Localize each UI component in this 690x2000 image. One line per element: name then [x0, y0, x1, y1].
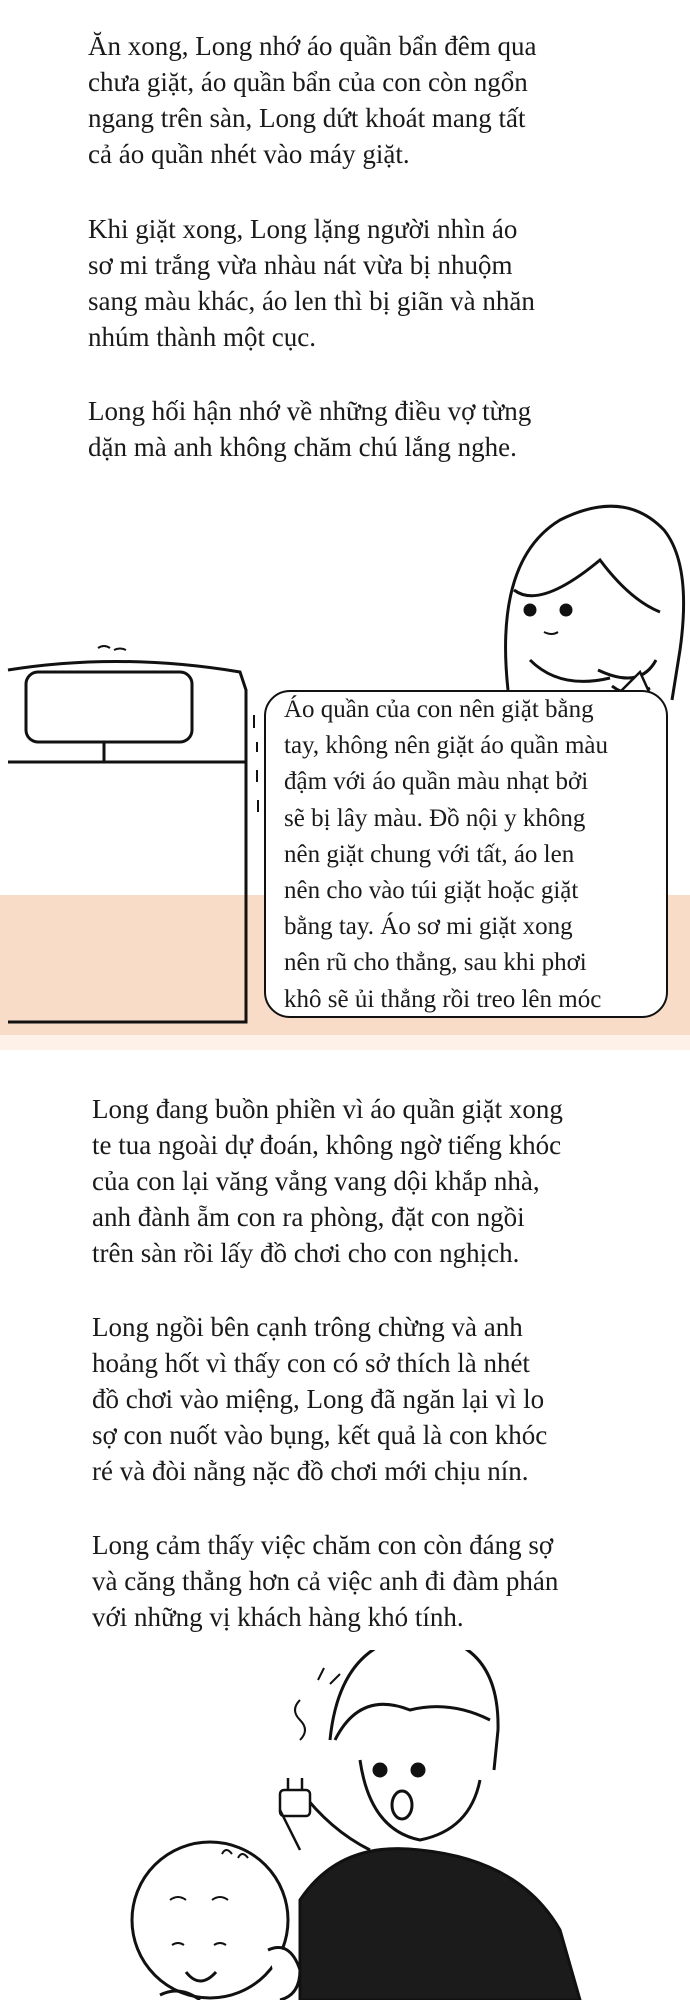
story-paragraph: Long đang buồn phiền vì áo quần giặt xong te tua ngoài dự đoán, không ngờ tiếng khóc của con lại văng vẳng vang dội khắp nhà, anh đành ẵm con ra phòng, đặt con ngồi trên sàn rồi lấy đồ chơi cho con nghịch. [92, 1094, 563, 1268]
mother-character-illustration [506, 506, 684, 700]
story-paragraph: Ăn xong, Long nhớ áo quần bẩn đêm qua chưa giặt, áo quần bẩn của con còn ngổn ngang trên sàn, Long dứt khoát mang tất cả áo quần nhét vào máy giặt. [88, 31, 537, 169]
father-character-illustration [295, 1650, 580, 2000]
story-paragraph: Khi giặt xong, Long lặng người nhìn áo sơ mi trắng vừa nhàu nát vừa bị nhuộm sang màu khác, áo len thì bị giãn và nhăn nhúm thành một cục. [88, 214, 535, 352]
story-paragraph: Long ngồi bên cạnh trông chừng và anh hoảng hốt vì thấy con có sở thích là nhét đồ chơi vào miệng, Long đã ngăn lại vì lo sợ con nuốt vào bụng, kết quả là con khóc ré và đòi nằng nặc đồ chơi mới chịu nín. [92, 1312, 548, 1486]
story-paragraph: Long cảm thấy việc chăm con còn đáng sợ và căng thẳng hơn cả việc anh đi đàm phán với những vị khách hàng khó tính. [92, 1530, 559, 1632]
power-plug-toy-illustration [280, 1778, 310, 1850]
speech-bubble: Áo quần của con nên giặt bằng tay, không nên giặt áo quần màu đậm với áo quần màu nhạt bởi sẽ bị lây màu. Đồ nội y không nên giặt chung với tất, áo len nên cho vào túi giặt hoặc giặt bằng tay. Áo sơ mi giặt xong nên rũ cho thẳng, sau khi phơi khô sẽ ủi thẳng rồi treo lên móc [264, 690, 668, 1018]
comic-panel-toy [0, 1650, 690, 2000]
baby-character-illustration [132, 1842, 300, 2000]
story-paragraph: Long hối hận nhớ về những điều vợ từng dặn mà anh không chăm chú lắng nghe. [88, 396, 532, 462]
